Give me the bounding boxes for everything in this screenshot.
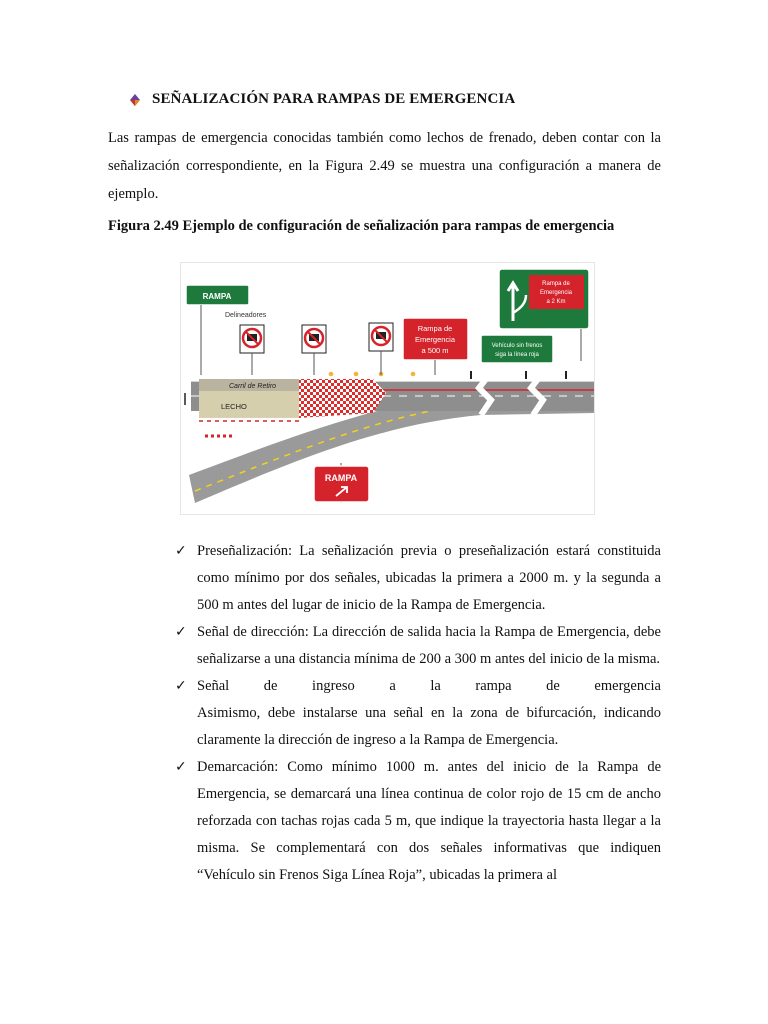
diamond-bullet-icon bbox=[128, 93, 142, 107]
label-lecho: LECHO bbox=[221, 402, 247, 411]
item-text: Asimismo, debe instalarse una señal en la zona de bifurcación, indicando claramente la dirección de ingreso a la Rampa de Emergencia. bbox=[197, 705, 661, 748]
cone-2 bbox=[354, 372, 359, 377]
figure-caption: Figura 2.49 Ejemplo de configuración de señalización para rampas de emergencia bbox=[108, 218, 615, 234]
checkmark-icon: ✓ bbox=[175, 543, 187, 559]
no-truck-sign-1 bbox=[240, 325, 264, 375]
sign-vehiculo bbox=[481, 335, 553, 363]
intro-paragraph: Las rampas de emergencia conocidas también como lechos de frenado, deben contar con la señalización correspondiente, en la Figura 2.49 se muestra una configuración a manera de ejemplo. bbox=[108, 130, 661, 202]
sign-500-line1: Rampa de bbox=[417, 324, 453, 333]
sign-2km-line1: Rampa de bbox=[542, 281, 570, 287]
sign-rampa-bottom-text: RAMPA bbox=[324, 473, 358, 483]
section-heading bbox=[128, 91, 688, 108]
list-item bbox=[175, 754, 661, 889]
item-text: Demarcación: Como mínimo 1000 m. antes del inicio de la Rampa de Emergencia, se demarcará una línea continua de color rojo de 15 cm de ancho reforzada con tachas rojas cada 5 m, que indique la trayectoria hasta llegar a la misma. Se complementará con dos señales informativas que indiquen “Vehículo sin Frenos Siga Línea Roja”, ubicadas la primera al bbox=[197, 759, 661, 883]
cone-4 bbox=[411, 372, 416, 377]
checkered-zone bbox=[299, 379, 386, 418]
sign-rampa-top-text: RAMPA bbox=[202, 292, 232, 301]
item-text: Señal de dirección: La dirección de salida hacia la Rampa de Emergencia, debe señalizarse a una distancia mínima de 200 a 300 m antes del inicio de la misma. bbox=[197, 624, 661, 667]
sign-2km-line2: Emergencia bbox=[539, 290, 573, 296]
sign-rampa-bottom bbox=[314, 466, 369, 502]
sign-vehiculo-line1: Vehículo sin frenos bbox=[491, 343, 543, 349]
no-truck-sign-3 bbox=[369, 323, 393, 375]
ramp-signage-figure bbox=[180, 262, 595, 515]
checkmark-icon: ✓ bbox=[175, 624, 187, 640]
list-item bbox=[175, 619, 661, 673]
checkmark-icon: ✓ bbox=[175, 678, 187, 694]
item-text: Preseñalización: La señalización previa o preseñalización estará constituida como mínimo por dos señales, ubicadas la primera a 2000 m. y la segunda a 500 m antes del lugar de inicio de la Rampa de Emergencia. bbox=[197, 543, 661, 613]
sign-500-line2: Emergencia bbox=[414, 335, 456, 344]
sign-vehiculo-line2: siga la línea roja bbox=[495, 352, 539, 358]
no-truck-sign-2 bbox=[302, 325, 326, 375]
list-item bbox=[175, 538, 661, 619]
checkmark-icon: ✓ bbox=[175, 759, 187, 775]
ramp-diagram bbox=[181, 263, 594, 514]
item-title: Señal de ingreso a la rampa de emergencia bbox=[197, 678, 661, 694]
sign-2km-line3: a 2 Km bbox=[546, 299, 566, 305]
label-carril: Carril de Retiro bbox=[229, 383, 277, 390]
label-delineadores: Delineadores bbox=[225, 312, 267, 319]
requirements-list bbox=[175, 538, 661, 889]
list-item bbox=[175, 673, 661, 754]
lecho-area bbox=[199, 391, 299, 418]
sign-500-line3: a 500 m bbox=[421, 346, 449, 355]
cone-1 bbox=[329, 372, 334, 377]
heading-text: SEÑALIZACIÓN PARA RAMPAS DE EMERGENCIA bbox=[152, 91, 516, 107]
